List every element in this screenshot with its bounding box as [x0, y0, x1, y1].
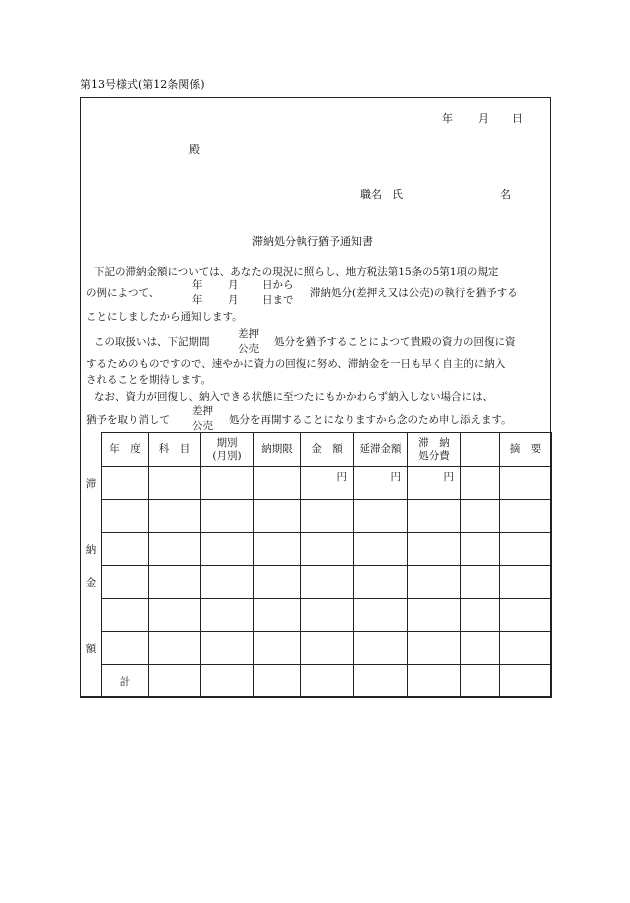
cell — [102, 566, 149, 599]
cell — [201, 500, 254, 533]
cell — [354, 599, 408, 632]
header-fee-a: 滞 納 — [418, 436, 450, 449]
p2-line1-a: この取扱いは、下記期間 — [94, 336, 210, 348]
period-from-month: 月 — [228, 279, 239, 291]
choice-auction-2: 公売 — [192, 420, 213, 432]
cell — [149, 665, 201, 698]
p1-line3: ことにしましたから通知します。 — [86, 311, 243, 323]
choice-seizure: 差押 — [238, 328, 259, 340]
cell — [254, 632, 301, 665]
p1-line1: 下記の滞納金額については、あなたの現況に照らし、地方税法第15条の5第1項の規定 — [94, 266, 499, 278]
cell — [102, 599, 149, 632]
header-late-fee: 延滞金額 — [354, 433, 408, 467]
table-row — [81, 599, 552, 632]
cell — [354, 665, 408, 698]
form-number: 第13号様式(第12条関係) — [80, 78, 205, 91]
cell — [301, 566, 354, 599]
cell — [301, 533, 354, 566]
p3-line2-b: 処分を再開することになりますから念のため申し添えます。 — [229, 414, 512, 426]
header-disposition-fee — [408, 433, 461, 467]
total-row — [81, 665, 552, 698]
period-from-year: 年 — [192, 279, 203, 291]
cell — [354, 632, 408, 665]
table-row — [81, 500, 552, 533]
cell — [354, 500, 408, 533]
header-blank — [461, 433, 500, 467]
cell — [102, 632, 149, 665]
period-to-year: 年 — [192, 294, 203, 306]
cell — [201, 665, 254, 698]
cell — [500, 599, 552, 632]
cell — [408, 665, 461, 698]
side-char-3: 金 — [81, 566, 102, 599]
p2-line1-b: 処分を猶予することによつて貴殿の資力の回復に資 — [274, 336, 516, 348]
unit-disposition-fee: 円 — [408, 467, 461, 500]
cell — [461, 467, 500, 500]
header-item: 科 目 — [149, 433, 201, 467]
cell — [301, 665, 354, 698]
cell — [254, 566, 301, 599]
side-blank — [81, 500, 102, 533]
p2-line2: するためのものですので、速やかに資力の回復に努め、滞納金を一日も早く自主的に納入 — [86, 358, 506, 370]
cell — [301, 500, 354, 533]
header-year: 年 度 — [102, 433, 149, 467]
cell — [500, 566, 552, 599]
document-title: 滞納処分執行猶予通知書 — [252, 235, 373, 248]
total-label: 計 — [102, 665, 149, 698]
cell — [149, 599, 201, 632]
cell — [408, 500, 461, 533]
unit-late-fee: 円 — [354, 467, 408, 500]
p3-line2-a: 猶予を取り消して — [86, 414, 170, 426]
header-period-b: (月別) — [212, 449, 242, 462]
table-row — [81, 467, 552, 500]
cell — [301, 599, 354, 632]
header-row — [81, 433, 552, 467]
cell — [461, 665, 500, 698]
header-amount: 金 額 — [301, 433, 354, 467]
cell — [500, 500, 552, 533]
date-year: 年 — [442, 112, 453, 125]
cell — [149, 467, 201, 500]
cell — [461, 599, 500, 632]
delinquency-table — [80, 432, 552, 698]
cell — [254, 500, 301, 533]
cell — [461, 566, 500, 599]
cell — [301, 632, 354, 665]
cell — [408, 533, 461, 566]
side-char-1: 滞 — [81, 467, 102, 500]
date-day: 日 — [512, 112, 523, 125]
official-title: 職名 — [360, 188, 382, 201]
side-char-4: 額 — [81, 632, 102, 665]
cell — [102, 500, 149, 533]
side-blank — [81, 599, 102, 632]
cell — [461, 500, 500, 533]
cell — [461, 632, 500, 665]
cell — [254, 467, 301, 500]
header-due: 納期限 — [254, 433, 301, 467]
official-name-a: 氏 — [392, 188, 403, 201]
header-fee-b: 処分費 — [418, 449, 450, 462]
cell — [408, 632, 461, 665]
cell — [254, 665, 301, 698]
cell — [461, 533, 500, 566]
table-row — [81, 566, 552, 599]
cell — [254, 599, 301, 632]
period-to-suffix: 日まで — [262, 294, 294, 306]
side-char-2: 納 — [81, 533, 102, 566]
cell — [500, 632, 552, 665]
table-row — [81, 632, 552, 665]
addressee-honorific: 殿 — [189, 143, 200, 156]
cell — [149, 632, 201, 665]
cell — [201, 533, 254, 566]
p1-line2-a: の例によつて、 — [86, 287, 160, 299]
side-blank — [81, 665, 102, 698]
table-row — [81, 533, 552, 566]
cell — [201, 632, 254, 665]
cell — [149, 500, 201, 533]
cell — [102, 467, 149, 500]
cell — [500, 467, 552, 500]
cell — [201, 467, 254, 500]
cell — [149, 566, 201, 599]
cell — [102, 533, 149, 566]
unit-amount: 円 — [301, 467, 354, 500]
cell — [201, 599, 254, 632]
cell — [408, 566, 461, 599]
choice-auction: 公売 — [238, 343, 259, 355]
choice-seizure-2: 差押 — [192, 405, 213, 417]
side-corner — [81, 433, 102, 467]
cell — [500, 665, 552, 698]
cell — [254, 533, 301, 566]
period-from-suffix: 日から — [262, 279, 294, 291]
p2-line3: されることを期待します。 — [86, 374, 212, 386]
cell — [354, 566, 408, 599]
period-to-month: 月 — [228, 294, 239, 306]
cell — [500, 533, 552, 566]
header-period — [201, 433, 254, 467]
p3-line1: なお、資力が回復し、納入できる状態に至つたにもかかわらず納入しない場合には、 — [94, 391, 493, 403]
p1-line2-b: 滞納処分(差押え又は公売)の執行を猶予する — [310, 287, 518, 299]
official-name-b: 名 — [500, 188, 511, 201]
cell — [354, 533, 408, 566]
cell — [149, 533, 201, 566]
cell — [201, 566, 254, 599]
date-month: 月 — [478, 112, 489, 125]
cell — [408, 599, 461, 632]
header-remarks: 摘 要 — [500, 433, 552, 467]
header-period-a: 期別 — [216, 436, 238, 449]
